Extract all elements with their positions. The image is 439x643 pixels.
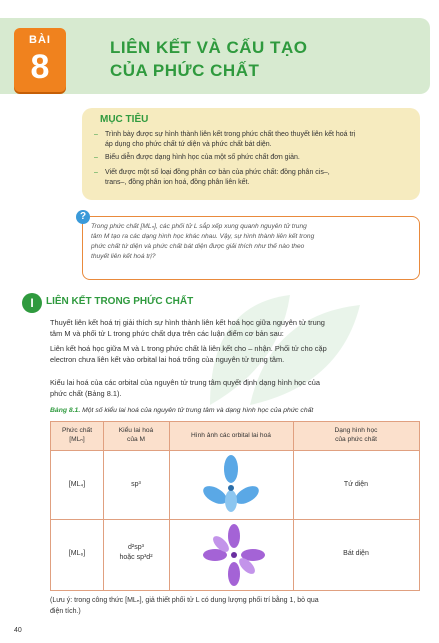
objective-item: – Biểu diễn được dạng hình học của một số phức chất đơn giản.	[94, 154, 300, 161]
objectives-box	[82, 108, 420, 200]
footnote: (Lưu ý: trong công thức [MLₙ], giả thiết phối tử L có dung lượng phối trí bằng 1, bỏ qua điện tích.)	[50, 597, 319, 615]
objective-item: – Trình bày được sự hình thành liên kết trong phức chất theo thuyết liên kết hoá trị áp dụng cho phức chất tứ diện và phức chất bát diện.	[94, 131, 356, 148]
sp3-tetrahedral-orbitals-icon	[199, 453, 263, 517]
d2sp3-octahedral-orbitals-icon	[201, 522, 267, 588]
lesson-number: 8	[30, 48, 50, 86]
cell-geometry: Tứ diện	[343, 481, 369, 488]
section-number: I	[30, 296, 34, 310]
table-caption: Bảng 8.1. Một số kiểu lai hoá của nguyên tử trung tâm và dạng hình học của phức chất	[50, 407, 314, 414]
paragraph: Liên kết hoá học giữa M và L trong phức chất là liên kết cho – nhận. Phối tử cho cặp electron chưa liên kết vào orbital lai hoá trống của nguyên tử trung tâm.	[50, 344, 327, 364]
hybridization-table	[50, 421, 420, 591]
question-text: Trong phức chất [MLₙ], các phối tử L sắp xếp xung quanh nguyên tử trung tâm M tạo ra các dạng hình học khác nhau. Vậy, sự hình thành liên kết trong phức chất tứ diện và phức chất bát diện được giải thích như thế nào theo thuyết liên kết hoá trị?	[91, 223, 315, 260]
header-orbital-image: Hình ảnh các orbital lai hoá	[191, 432, 271, 439]
question-box	[82, 216, 420, 280]
header-geometry: Dạng hình học của phức chất	[334, 427, 378, 443]
lesson-prefix: BÀI	[29, 34, 51, 46]
header-hybridization: Kiểu lai hoá của M	[118, 427, 154, 443]
chapter-title: LIÊN KẾT VÀ CẤU TẠO CỦA PHỨC CHẤT	[110, 38, 308, 80]
paragraph: Thuyết liên kết hoá trị giải thích sự hình thành liên kết hoá học giữa nguyên tử trung tâm M và phối tử L trong phức chất dựa trên các luận điểm cơ bản sau:	[50, 318, 325, 338]
objectives-heading: MỤC TIÊU	[100, 114, 149, 125]
lesson-badge	[14, 28, 66, 92]
cell-hybridization: d²sp³ hoặc sp³d²	[119, 544, 153, 561]
header-complex: Phức chất [MLₙ]	[61, 427, 93, 443]
objective-item: – Viết được một số loại đồng phân cơ bản của phức chất: đồng phân cis–, trans–, đồng phân ion hoá, đồng phân liên kết.	[94, 169, 330, 186]
cell-hybridization: sp³	[131, 481, 141, 488]
cell-complex: [ML₄]	[68, 481, 86, 488]
cell-geometry: Bát diện	[343, 550, 369, 557]
question-mark-icon: ?	[76, 210, 90, 224]
paragraph: Kiểu lai hoá của các orbital của nguyên tử trung tâm quyết định dạng hình học của phức chất (Bảng 8.1).	[50, 378, 320, 398]
page-number: 40	[14, 627, 22, 634]
cell-complex: [ML₆]	[68, 550, 86, 557]
section-title: LIÊN KẾT TRONG PHỨC CHẤT	[46, 296, 194, 307]
